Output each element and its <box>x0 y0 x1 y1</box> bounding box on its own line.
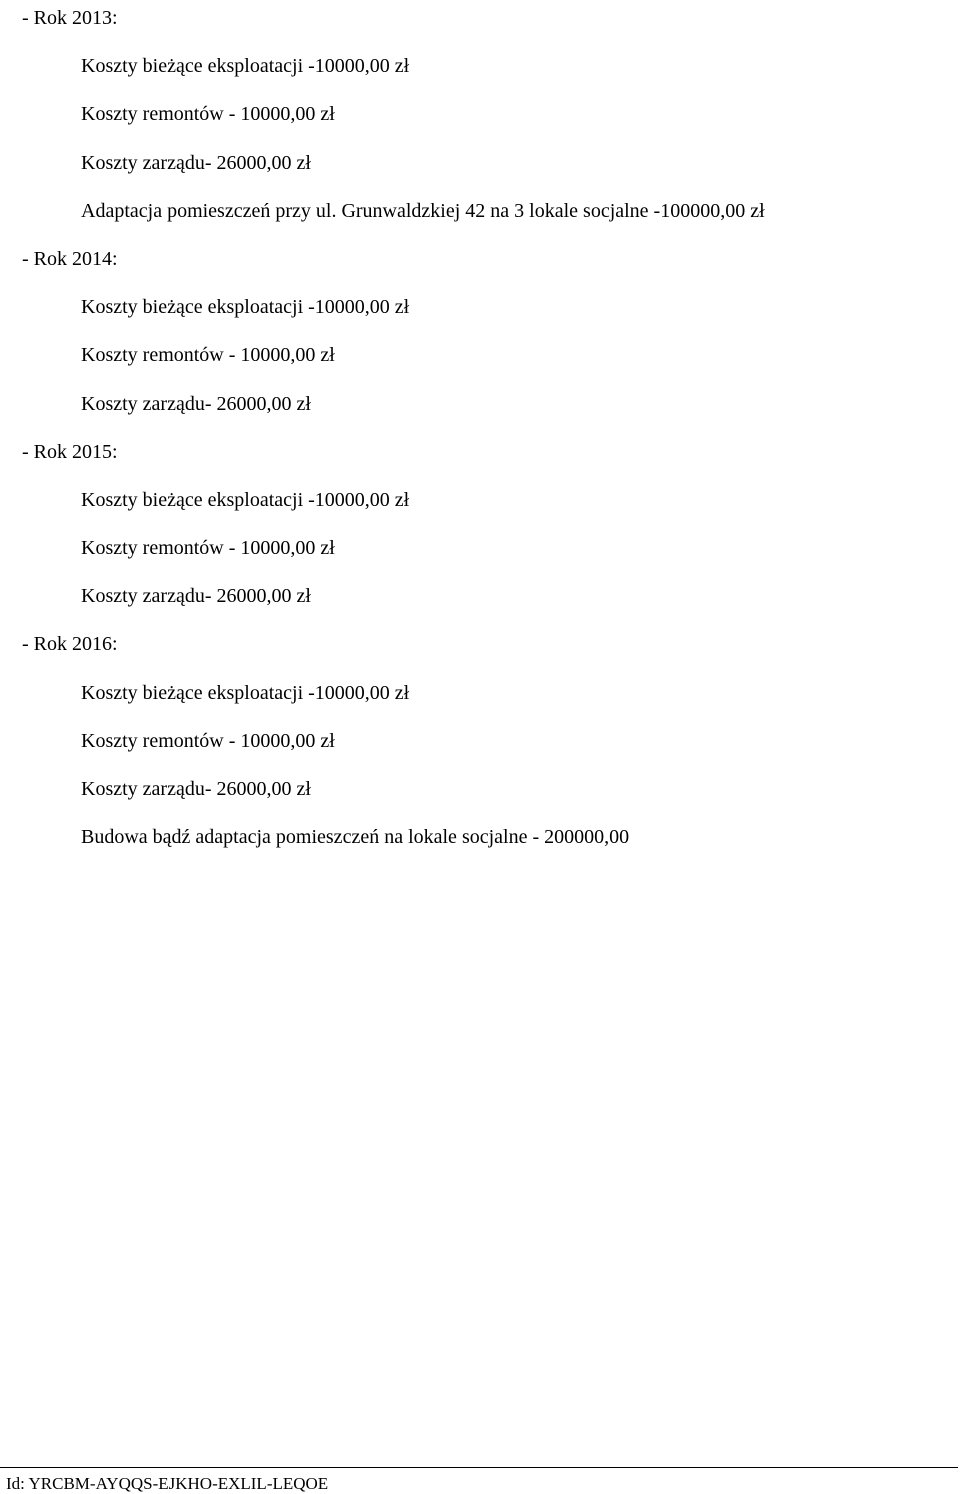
cost-item: Koszty zarządu- 26000,00 zł <box>81 585 311 608</box>
cost-item: Koszty remontów - 10000,00 zł <box>81 729 335 752</box>
year-block-2016 <box>22 620 942 861</box>
cost-item: Koszty zarządu- 26000,00 zł <box>81 151 311 174</box>
cost-item: Koszty zarządu- 26000,00 zł <box>81 778 311 800</box>
year-heading: - Rok 2013: <box>22 7 118 29</box>
year-heading: - Rok 2015: <box>22 440 118 463</box>
cost-item: Koszty bieżące eksploatacji -10000,00 zł <box>81 55 410 78</box>
cost-item: Koszty bieżące eksploatacji -10000,00 zł <box>81 488 410 511</box>
cost-item: Koszty bieżące eksploatacji -10000,00 zł <box>81 681 410 704</box>
year-block-2013 <box>22 0 942 235</box>
cost-item: Koszty zarządu- 26000,00 zł <box>81 392 311 415</box>
footer-divider <box>0 1467 958 1468</box>
cost-item: Koszty bieżące eksploatacji -10000,00 zł <box>81 296 410 319</box>
year-block-2015 <box>22 428 942 621</box>
year-block-2014 <box>22 235 942 428</box>
document-id: Id: YRCBM-AYQQS-EJKHO-EXLIL-LEQOE <box>6 1474 329 1493</box>
document-content <box>22 0 942 861</box>
cost-item: Koszty remontów - 10000,00 zł <box>81 344 335 367</box>
cost-item: Koszty remontów - 10000,00 zł <box>81 537 335 560</box>
year-heading: - Rok 2016: <box>22 633 118 656</box>
cost-item: Adaptacja pomieszczeń przy ul. Grunwaldzkiej 42 na 3 lokale socjalne -100000,00 zł <box>81 199 765 222</box>
cost-item: Budowa bądź adaptacja pomieszczeń na lokale socjalne - 200000,00 <box>81 826 630 849</box>
cost-item: Koszty remontów - 10000,00 zł <box>81 103 335 126</box>
year-heading: - Rok 2014: <box>22 247 118 270</box>
